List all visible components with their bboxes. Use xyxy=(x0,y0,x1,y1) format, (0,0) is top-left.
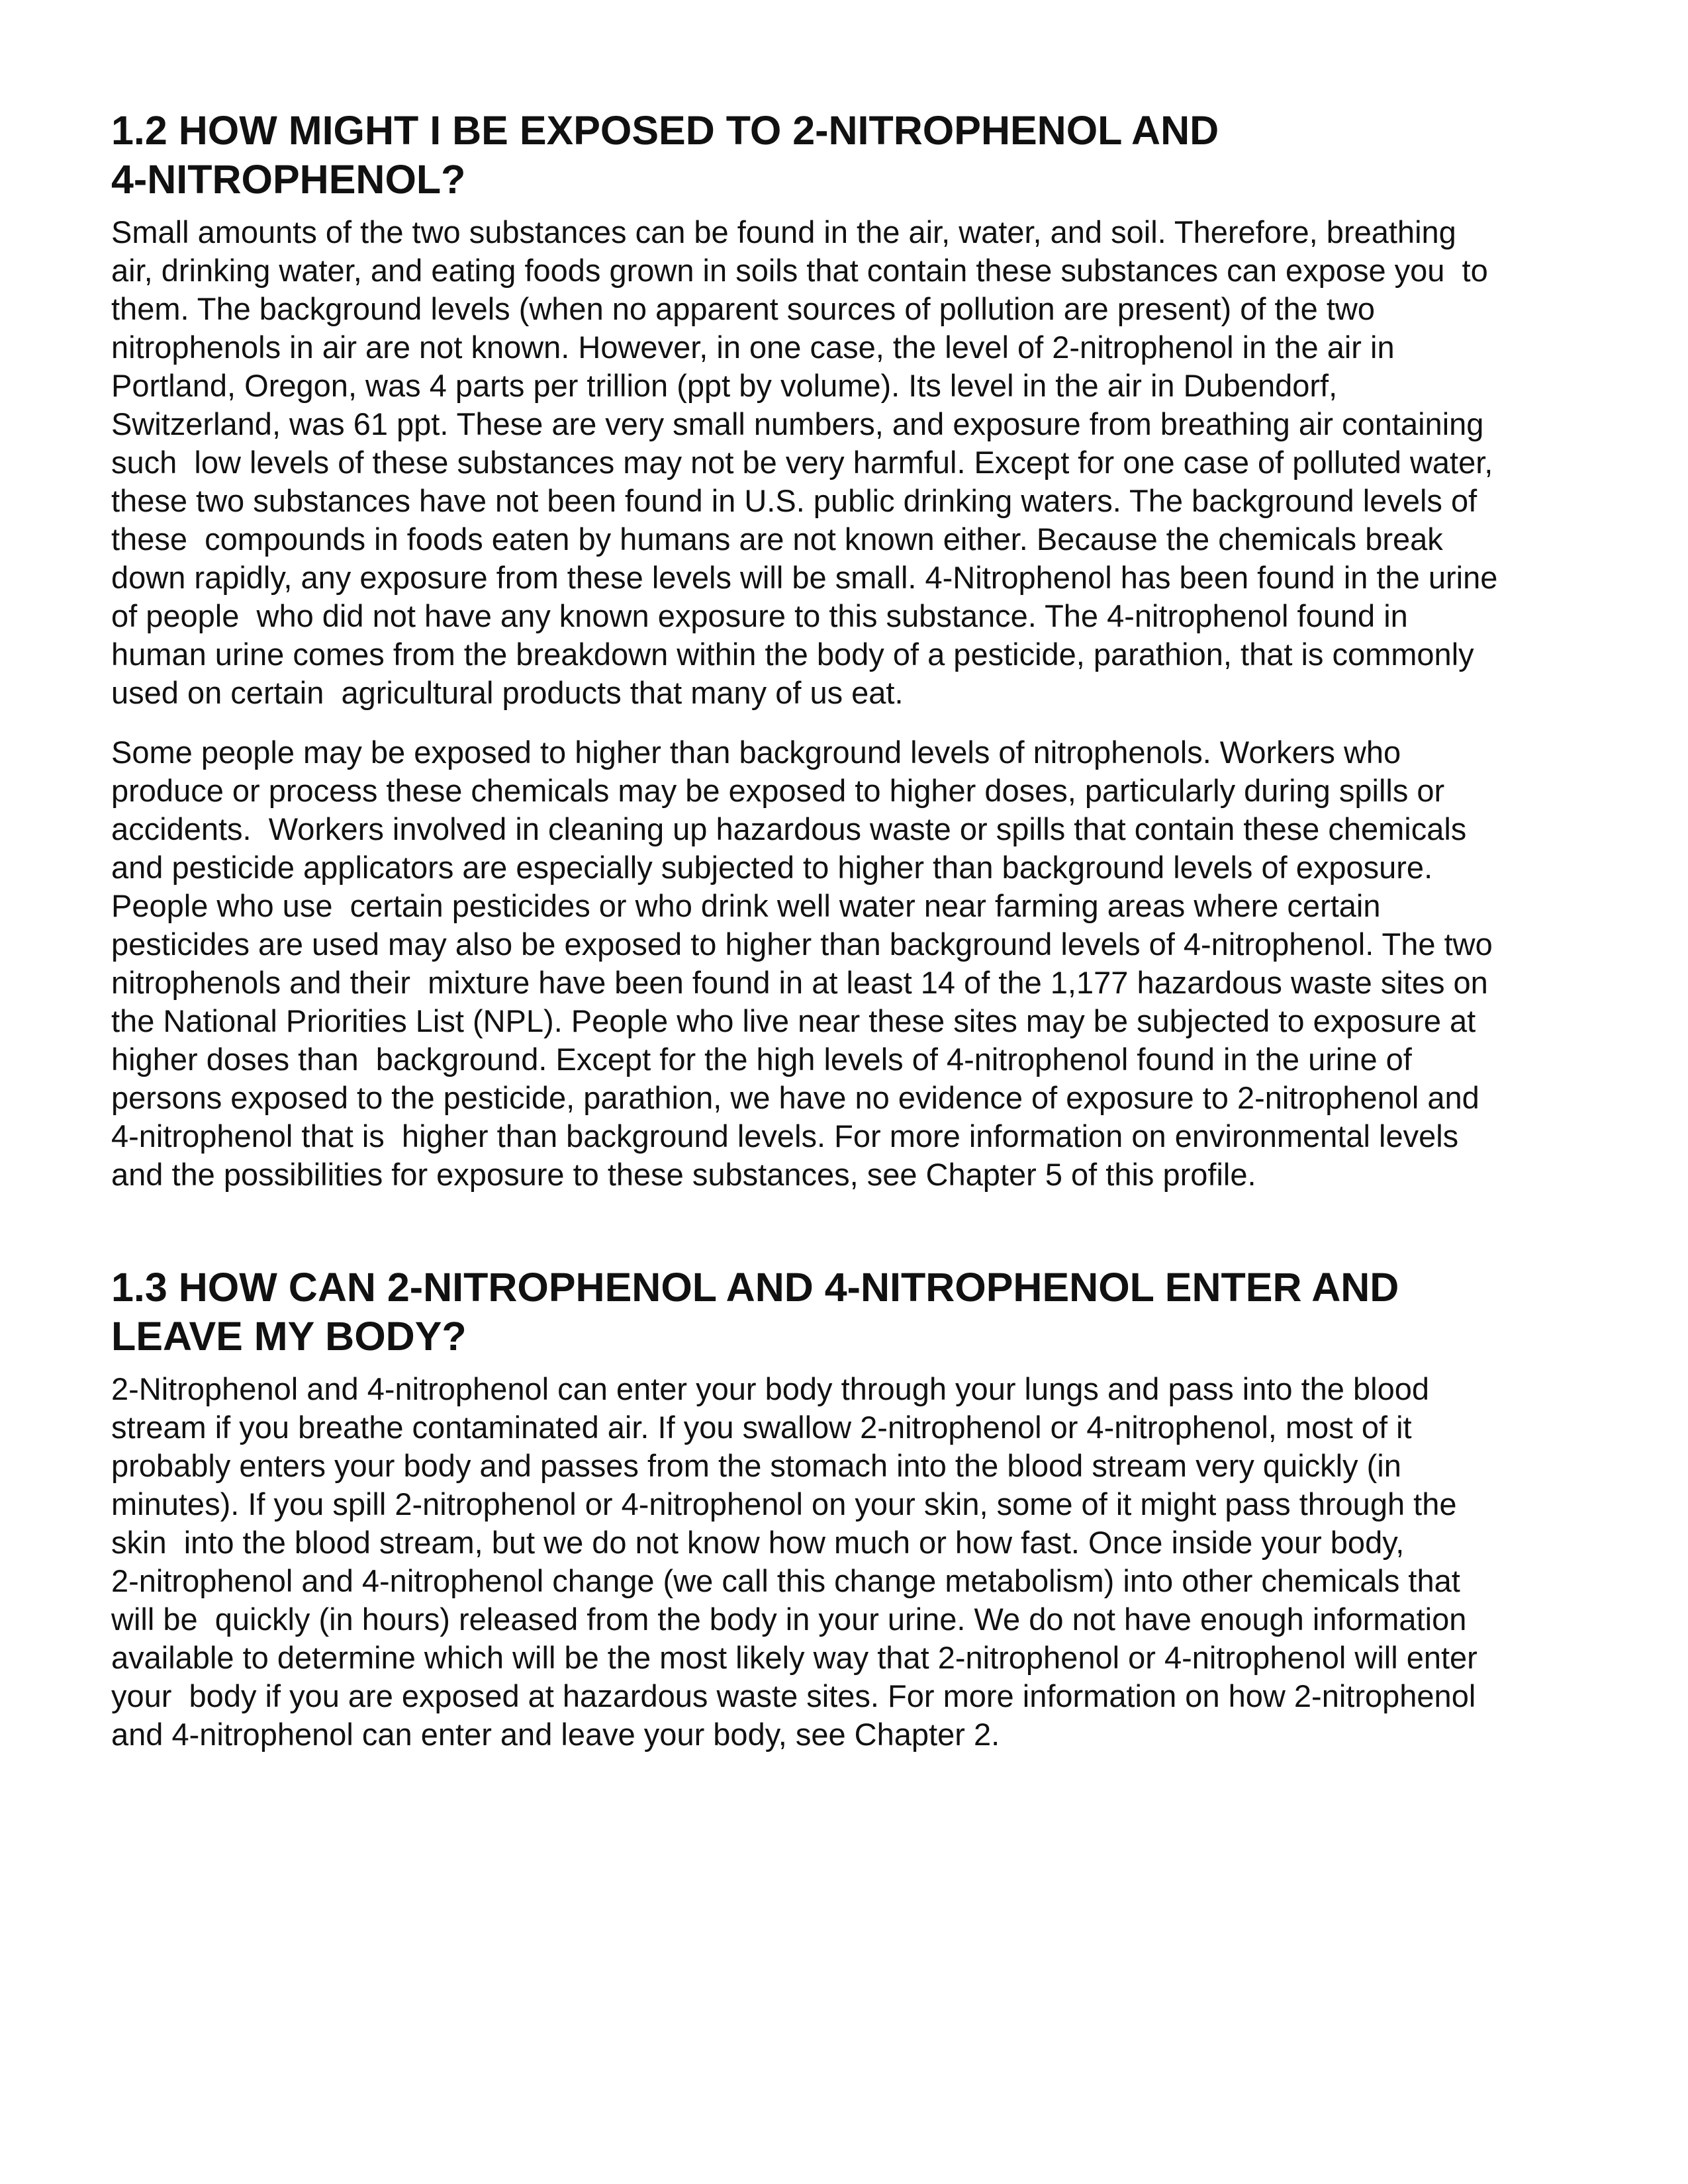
section-1-2-paragraph-2 xyxy=(111,733,1607,1194)
text-line: Portland, Oregon, was 4 parts per trillion (ppt by volume). Its level in the air in Dubendorf, xyxy=(111,368,1338,403)
section-1-2-paragraph-1 xyxy=(111,213,1607,712)
text-line: 2-Nitrophenol and 4-nitrophenol can enter your body through your lungs and pass into the blood xyxy=(111,1371,1430,1406)
document-page xyxy=(111,106,1607,1754)
text-line: nitrophenols and their mixture have been found in at least 14 of the 1,177 hazardous waste sites on xyxy=(111,965,1488,1000)
section-heading-1-3 xyxy=(111,1263,1607,1361)
text-line: will be quickly (in hours) released from the body in your urine. We do not have enough information xyxy=(111,1602,1467,1637)
text-line: 2-nitrophenol and 4-nitrophenol change (we call this change metabolism) into other chemicals that xyxy=(111,1563,1460,1598)
text-line: them. The background levels (when no apparent sources of pollution are present) of the two xyxy=(111,291,1375,326)
text-line: nitrophenols in air are not known. However, in one case, the level of 2-nitrophenol in the air in xyxy=(111,330,1395,365)
text-line: People who use certain pesticides or who drink well water near farming areas where certain xyxy=(111,888,1381,923)
text-line: and 4-nitrophenol can enter and leave your body, see Chapter 2. xyxy=(111,1717,1000,1752)
text-line: the National Priorities List (NPL). People who live near these sites may be subjected to exposure at xyxy=(111,1003,1476,1038)
text-line: Small amounts of the two substances can be found in the air, water, and soil. Therefore, breathing xyxy=(111,214,1456,250)
text-line: down rapidly, any exposure from these levels will be small. 4-Nitrophenol has been found in the urine xyxy=(111,560,1498,595)
text-line: human urine comes from the breakdown within the body of a pesticide, parathion, that is commonly xyxy=(111,637,1474,672)
heading-line: 1.2 HOW MIGHT I BE EXPOSED TO 2-NITROPHENOL AND xyxy=(111,108,1219,153)
text-line: persons exposed to the pesticide, parathion, we have no evidence of exposure to 2-nitrophenol and xyxy=(111,1080,1479,1115)
text-line: of people who did not have any known exposure to this substance. The 4-nitrophenol found in xyxy=(111,598,1408,633)
text-line: these two substances have not been found in U.S. public drinking waters. The background levels of xyxy=(111,483,1477,518)
text-line: such low levels of these substances may not be very harmful. Except for one case of polluted water, xyxy=(111,445,1493,480)
heading-line: 4-NITROPHENOL? xyxy=(111,157,466,202)
text-line: higher doses than background. Except for the high levels of 4-nitrophenol found in the urine of xyxy=(111,1042,1412,1077)
text-line: available to determine which will be the most likely way that 2-nitrophenol or 4-nitrophenol will enter xyxy=(111,1640,1477,1675)
text-line: your body if you are exposed at hazardous waste sites. For more information on how 2-nitrophenol xyxy=(111,1678,1476,1713)
text-line: accidents. Workers involved in cleaning up hazardous waste or spills that contain these chemicals xyxy=(111,811,1467,846)
heading-line: 1.3 HOW CAN 2-NITROPHENOL AND 4-NITROPHENOL ENTER AND xyxy=(111,1265,1399,1310)
text-line: and pesticide applicators are especially subjected to higher than background levels of exposure. xyxy=(111,850,1433,885)
section-1-3-paragraph-1 xyxy=(111,1370,1607,1754)
section-heading-1-2 xyxy=(111,106,1607,204)
text-line: produce or process these chemicals may be exposed to higher doses, particularly during spills or xyxy=(111,773,1445,808)
text-line: and the possibilities for exposure to these substances, see Chapter 5 of this profile. xyxy=(111,1157,1256,1192)
text-line: Some people may be exposed to higher than background levels of nitrophenols. Workers who xyxy=(111,735,1401,770)
text-line: pesticides are used may also be exposed to higher than background levels of 4-nitrophenol. The two xyxy=(111,927,1493,962)
heading-line: LEAVE MY BODY? xyxy=(111,1314,467,1359)
text-line: Switzerland, was 61 ppt. These are very small numbers, and exposure from breathing air containing xyxy=(111,406,1484,441)
text-line: minutes). If you spill 2-nitrophenol or 4-nitrophenol on your skin, some of it might pass through the xyxy=(111,1486,1457,1522)
text-line: used on certain agricultural products that many of us eat. xyxy=(111,675,904,710)
text-line: 4-nitrophenol that is higher than background levels. For more information on environmental levels xyxy=(111,1118,1459,1154)
text-line: stream if you breathe contaminated air. If you swallow 2-nitrophenol or 4-nitrophenol, most of it xyxy=(111,1410,1412,1445)
text-line: skin into the blood stream, but we do not know how much or how fast. Once inside your body, xyxy=(111,1525,1405,1560)
text-line: these compounds in foods eaten by humans are not known either. Because the chemicals break xyxy=(111,522,1443,557)
text-line: air, drinking water, and eating foods grown in soils that contain these substances can expose you to xyxy=(111,253,1488,288)
text-line: probably enters your body and passes from the stomach into the blood stream very quickly (in xyxy=(111,1448,1401,1483)
